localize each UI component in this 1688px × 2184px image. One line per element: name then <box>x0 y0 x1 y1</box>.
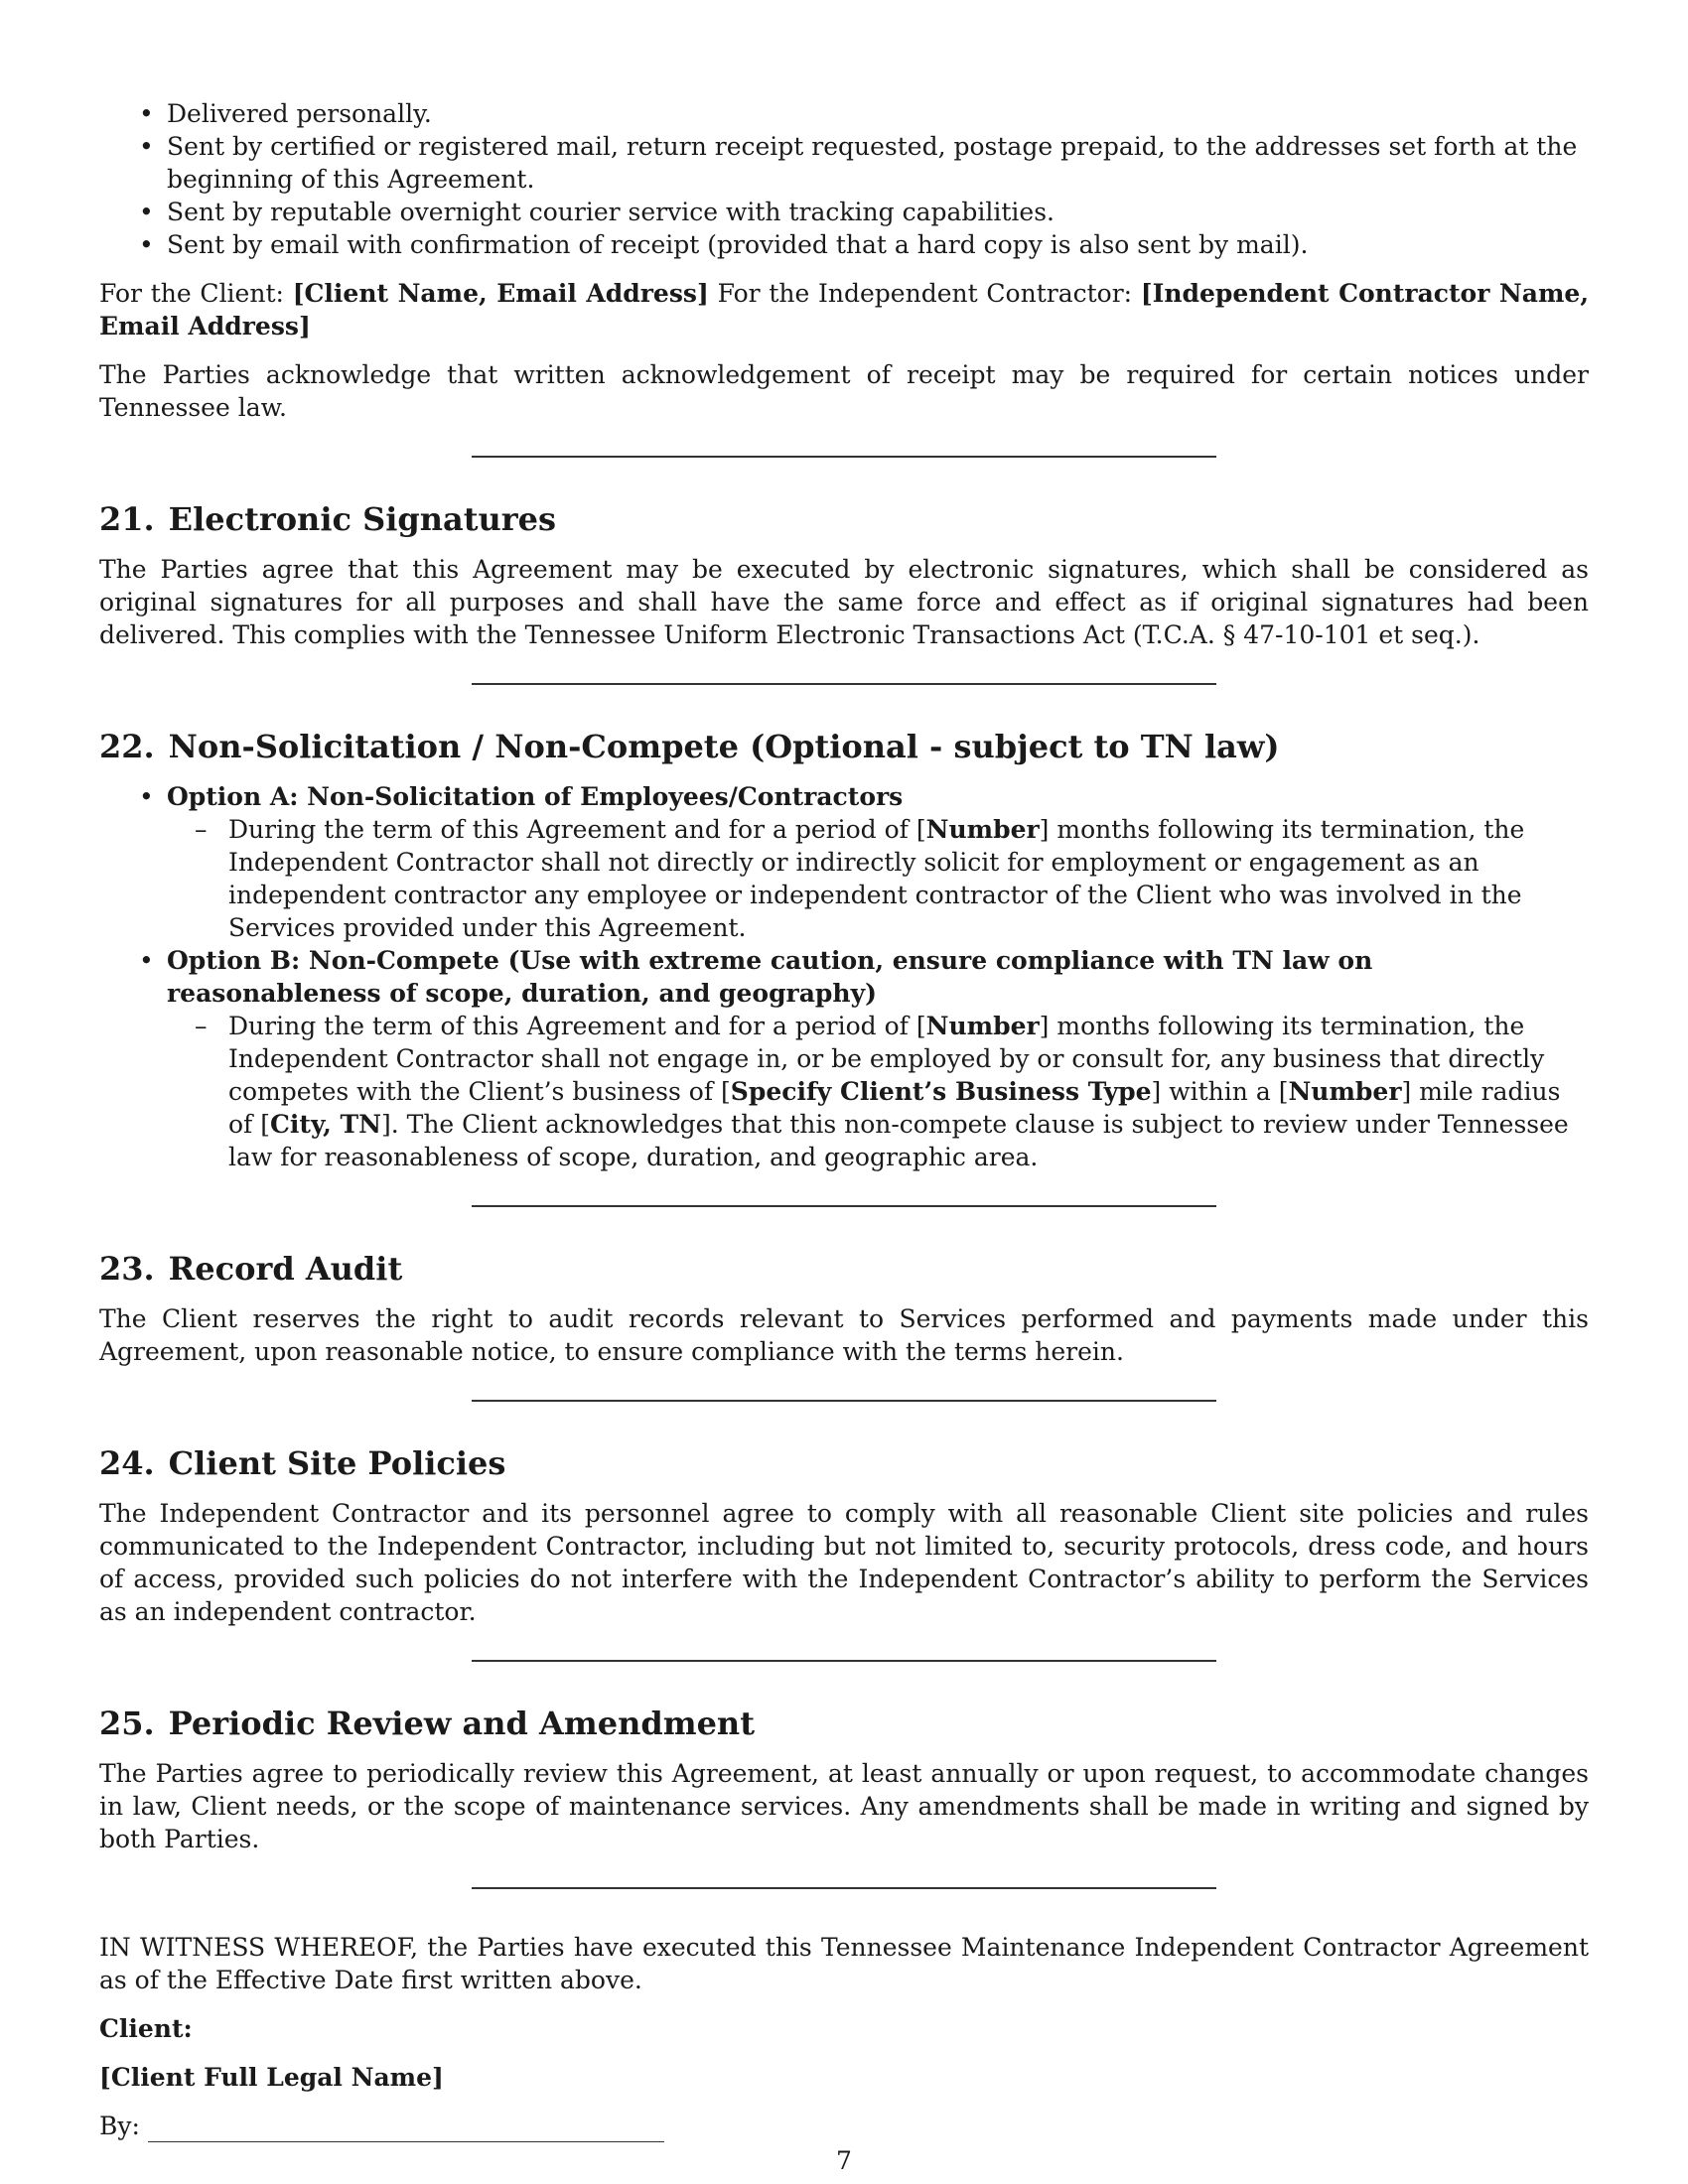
section-heading-21: 21. Electronic Signatures <box>99 500 557 538</box>
option-b <box>99 944 1589 1173</box>
signature-client-name: [Client Full Legal Name] <box>99 2063 444 2092</box>
section-heading-25: 25. Periodic Review and Amendment <box>99 1705 755 1742</box>
section-heading-24: 24. Client Site Policies <box>99 1444 506 1482</box>
section-body-23: The Client reserves the right to audit records relevant to Services performed and payments made under this Agreement, upon reasonable notice, to ensure compliance with the terms herein. <box>99 1304 1589 1366</box>
option-a-title: Option A: Non-Solicitation of Employees/Contractors <box>167 782 904 811</box>
notice-acknowledgement: The Parties acknowledge that written acknowledgement of receipt may be required for certain notices under Tennessee law. <box>99 360 1589 422</box>
signature-client-label: Client: <box>99 2014 193 2043</box>
section-divider <box>472 1400 1216 1402</box>
signature-by-line: By: <box>99 2110 1589 2142</box>
section-divider <box>472 456 1216 458</box>
section-divider <box>472 1887 1216 1889</box>
section-body-21: The Parties agree that this Agreement may be executed by electronic signatures, which shall be considered as original signatures for all purposes and shall have the same force and effect as if original signatures had been delivered. This complies with the Tennessee Uniform Electronic Transactions Act (T.C.A. § 47-10-101 et seq.). <box>99 555 1589 649</box>
section-divider <box>472 1205 1216 1207</box>
list-item: • Sent by reputable overnight courier service with tracking capabilities. <box>99 196 1589 228</box>
witness-clause: IN WITNESS WHEREOF, the Parties have executed this Tennessee Maintenance Independent Contractor Agreement as of the Effective Date first written above. <box>99 1933 1589 1994</box>
notice-methods-list <box>99 97 1589 261</box>
section-body-24: The Independent Contractor and its personnel agree to comply with all reasonable Client site policies and rules communicated to the Independent Contractor, including but not limited to, security protocols, dress code, and hours of access, provided such policies do not interfere with the Independent Contractor’s ability to perform the Services as an independent contractor. <box>99 1499 1589 1626</box>
option-b-title: Option B: Non-Compete (Use with extreme caution, ensure compliance with TN law on reasonableness of scope, duration, and geography) <box>167 946 1373 1008</box>
option-a-text: – During the term of this Agreement and for a period of [Number] months following its termination, the Independent Contractor shall not directly or indirectly solicit for employment or engagement as an independent contractor any employee or independent contractor of the Client who was involved in the Services provided under this Agreement. <box>167 813 1589 944</box>
section-divider <box>472 1660 1216 1662</box>
section-body-25: The Parties agree to periodically review this Agreement, at least annually or upon request, to accommodate changes in law, Client needs, or the scope of maintenance services. Any amendments shall be made in writing and signed by both Parties. <box>99 1759 1589 1853</box>
client-address-prefix: For the Client: <box>99 279 293 308</box>
list-item: • Delivered personally. <box>99 97 1589 130</box>
list-item: • Sent by certified or registered mail, return receipt requested, postage prepaid, to the addresses set forth at the beginning of this Agreement. <box>99 130 1589 196</box>
section-heading-22: 22. Non-Solicitation / Non-Compete (Optional - subject to TN law) <box>99 728 1280 765</box>
page-number: 7 <box>836 2146 852 2175</box>
section-heading-23: 23. Record Audit <box>99 1250 403 1288</box>
signature-line <box>148 2116 664 2142</box>
list-item: • Sent by email with confirmation of receipt (provided that a hard copy is also sent by mail). <box>99 228 1589 261</box>
client-address-placeholder: [Client Name, Email Address] <box>292 279 709 308</box>
option-a <box>99 780 1589 944</box>
option-b-text: – During the term of this Agreement and for a period of [Number] months following its termination, the Independent Contractor shall not engage in, or be employed by or consult for, any business that directly competes with the Client’s business of [Specify Client’s Business Type] within a [Number] mile radius of [City, TN]. The Client acknowledges that this non-compete clause is subject to review under Tennessee law for reasonableness of scope, duration, and geographic area. <box>167 1010 1589 1173</box>
non-compete-options <box>99 780 1589 1173</box>
notice-addresses <box>99 277 1589 342</box>
document-page <box>99 97 1589 2158</box>
section-divider <box>472 683 1216 685</box>
contractor-address-prefix: For the Independent Contractor: <box>708 279 1141 308</box>
contractor-address-placeholder: [Independent Contractor Name, Email Address] <box>99 279 1590 341</box>
